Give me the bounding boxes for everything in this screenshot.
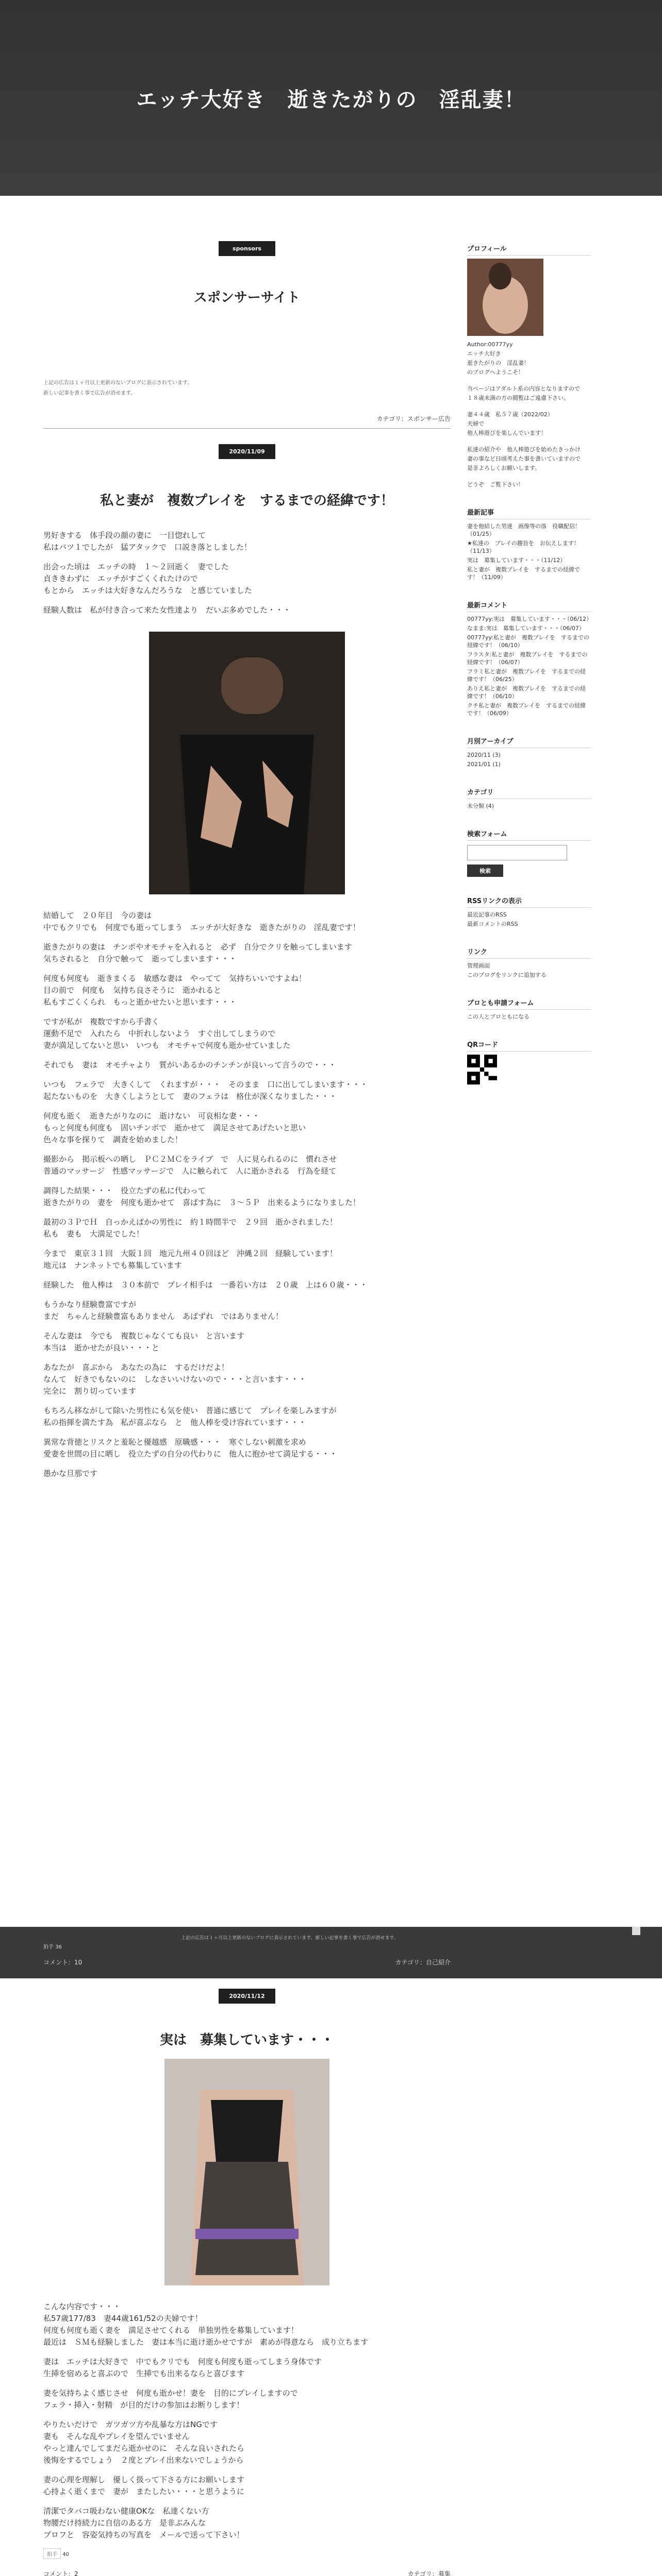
profile-line: 夫婦で: [467, 420, 484, 427]
body-line: [43, 1146, 451, 1154]
body-line: 心持よく逝くまで 妻が またしたい・・・と思うように: [43, 2487, 245, 2496]
body-line: 妻も そんな乱やプレイを望んでいません: [43, 2432, 190, 2441]
profile-line: 当ページはアダルト系の内容となりますので: [467, 385, 581, 392]
body-line: 後悔をするでしょう ２度とプレイ出来ないでしょうから: [43, 2455, 244, 2465]
body-line: [43, 1397, 451, 1405]
recent-comment-link[interactable]: フラミ私と妻が 複数プレイを するまでの経緯です！（06/25）: [467, 668, 586, 683]
body-line: 私の指揮を満たす為 私が喜ぶなら と 他人棒を受け容れています・・・: [43, 1418, 307, 1427]
friend-block: [467, 997, 591, 1021]
body-line: 撮影から 掲示板への晒し ＰＣ２ＭＣをライブ で 人に見られるのに 慣れさせ: [43, 1155, 337, 1164]
rss-heading: RSSリンクの表示: [467, 895, 591, 908]
sidebar: [467, 196, 591, 1105]
like-count: 40: [62, 2552, 69, 2557]
body-line: 運動不足で 入れたら 中折れしないよう すぐ出してしまうので: [43, 1029, 276, 1038]
profile-line: 妻の事など日頃考えた事を書いていますので: [467, 455, 581, 462]
post-date-badge: 2020/11/12: [219, 1989, 275, 2004]
body-line: 何度も逝く 逝きたがりなのに 逝けない 可哀相な妻・・・: [43, 1111, 260, 1121]
post-meta: [43, 409, 451, 429]
like-button[interactable]: [43, 2548, 451, 2559]
friend-list: [467, 1013, 591, 1021]
post-recruit: [43, 1989, 451, 2576]
post-date-badge: 2020/11/09: [219, 444, 275, 459]
profile-line: どうぞ ご覧下さい！: [467, 481, 524, 488]
body-line: [43, 553, 451, 561]
profile-line: 私達の紹介や 他人棒遊びを始めたきっかけ: [467, 446, 581, 453]
main-column: [43, 196, 451, 1480]
recent-post-link[interactable]: 妻を他結した男達 画像等の落 役職配信！（01/25）: [467, 523, 581, 537]
sidebar-link[interactable]: このブログをリンクに追加する: [467, 972, 547, 978]
search-input[interactable]: [467, 845, 567, 860]
body-line: 逝きたがりの 妻を 何度も逝かせて 喜ばす為に ３～５Ｐ 出来るようになりました！: [43, 1198, 361, 1207]
body-line: 調得した結果・・・ 役立たずの私に代わって: [43, 1186, 206, 1195]
profile-block: [467, 243, 591, 488]
recent-comment-link[interactable]: ありえ私と妻が 複数プレイを するまでの経緯です！（06/10）: [467, 685, 586, 700]
recent-posts-list: [467, 522, 591, 581]
search-block: [467, 828, 591, 877]
body-line: やっと達んでしてまだら逝かせのに そんな良いされたら: [43, 2444, 245, 2453]
search-button[interactable]: 検索: [467, 865, 503, 877]
body-line: [43, 965, 451, 973]
links-heading: リンク: [467, 946, 591, 959]
body-line: [43, 1460, 451, 1468]
rss-link[interactable]: 最近記事のRSS: [467, 911, 507, 918]
profile-heading: プロフィール: [467, 243, 591, 256]
body-line: 清潔でタバコ吸わない健康OKな 私達くない方: [43, 2506, 209, 2516]
body-line: [43, 2466, 451, 2474]
archive-link[interactable]: 2020/11 (3): [467, 752, 501, 758]
recent-posts-block: [467, 507, 591, 581]
comments-link[interactable]: コメント：10: [43, 1959, 82, 1966]
body-line: プロフと 容姿気持ちの写真を メールで送って下さい！: [43, 2530, 244, 2539]
body-line: 貞ききわずに エッチがすごくくれたけので: [43, 574, 198, 583]
post-date-badge: sponsors: [219, 241, 275, 256]
body-line: 結婚して ２０年目 今の妻は: [43, 911, 152, 920]
body-line: まだ ちゃんと経験豊富もありません あばずれ ではありません！: [43, 1312, 284, 1321]
body-line: 中でもクリでも 何度でも逝ってしまう エッチが大好きな 逝きたがりの 淫乱妻です！: [43, 923, 360, 932]
profile-line: [467, 473, 591, 479]
body-line: 本当は 逝かせたが良い・・・と: [43, 1343, 160, 1352]
qr-heading: QRコード: [467, 1039, 591, 1052]
rss-block: [467, 895, 591, 928]
body-line: [43, 2348, 451, 2356]
body-line: フェラ・挿入・射精 が目的だけの参加はお断りします！: [43, 2400, 244, 2410]
profile-avatar: [467, 259, 543, 336]
archive-link[interactable]: 2021/01 (1): [467, 761, 501, 768]
friend-request-link[interactable]: この人とブロともになる: [467, 1013, 529, 1020]
like-count: 36: [55, 1944, 62, 1950]
body-line: もっと何度も何度も 固いチンポで 逝かせて 満足させてあげたいと思い: [43, 1123, 306, 1132]
recent-post-link[interactable]: 私と妻が 複数プレイを するまでの経緯です！（11/09）: [467, 566, 581, 581]
body-line: 愛妻を世間の目に晒し 役立たずの自分の代わりに 他人に抱かせて満足する・・・: [43, 1449, 338, 1459]
archive-list: [467, 751, 591, 768]
recent-post-link[interactable]: ★私達の プレイの趣旨を お伝えします！（11/13）: [467, 540, 580, 554]
site-title[interactable]: エッチ大好き 逝きたがりの 淫乱妻！: [136, 88, 526, 112]
body-line: 最初の３ＰでＨ 自っかえばかの男性に 約１時間半で ２９回 逝かされました！: [43, 1217, 338, 1227]
like-label: 拍手: [43, 2548, 61, 2559]
body-line: [43, 1354, 451, 1362]
recent-posts-heading: 最新記事: [467, 507, 591, 519]
body-line: 地元は ナンネットでも募集しています: [43, 1261, 182, 1270]
body-line: 普通のマッサージ 性感マッサージで 人に触られて 人に逝かされる 行為を経て: [43, 1166, 337, 1176]
post-meta: [43, 2564, 451, 2576]
recent-post-link[interactable]: 実は 募集しています・・・（11/12）: [467, 557, 566, 564]
post-meta: [43, 1958, 451, 1967]
body-line: [43, 2411, 451, 2419]
post-body: [43, 2301, 451, 2541]
body-line: 私もすごくくられ もっと逝かせたいと思います・・・: [43, 997, 237, 1007]
category-heading: カテゴリ: [467, 787, 591, 799]
body-line: [43, 1052, 451, 1059]
post-body: [43, 910, 451, 1480]
content-wrapper: [22, 196, 640, 1917]
category-link[interactable]: カテゴリ：自己紹介: [395, 1959, 451, 1966]
category-link[interactable]: カテゴリ：募集: [407, 2570, 451, 2576]
body-line: 気ちされると 自分で触って 逝ってしまいます・・・: [43, 954, 237, 963]
body-line: 愚かな旦那です: [43, 1469, 98, 1478]
profile-line: １８歳未満の方の閲覧はご遠慮下さい。: [467, 395, 569, 401]
profile-line: [467, 378, 591, 383]
body-line: [43, 597, 451, 604]
body-line: 妻が満足してないと思い いつも オモチャで何度も逝かせていました: [43, 1041, 291, 1050]
body-line: 異常な背徳とリスクと羞恥と優越感 原職感・・・ 寒ぐしない刺激を求め: [43, 1437, 306, 1447]
body-line: 上記の広告は１ヶ月以上更新のないブログに表示されています。: [43, 380, 193, 386]
profile-line: のブログへようこそ！: [467, 369, 524, 376]
body-line: [43, 1323, 451, 1330]
site-header: [0, 0, 662, 196]
links-list: [467, 962, 591, 979]
body-line: いつも フェラで 大きくして くれますが・・・ そのまま 口に出してしまいます・・・: [43, 1080, 368, 1089]
broken-image-icon: [632, 1927, 640, 1935]
body-line: もうかなり経験豊富ですが: [43, 1300, 137, 1309]
recent-comments-block: [467, 600, 591, 717]
posts-lower: [0, 1989, 662, 2576]
profile-line: エッチ大好き: [467, 350, 501, 357]
profile-line: [467, 438, 591, 444]
body-line: 物腰だけ持続力に自信のある方 是非ぶみんな: [43, 2518, 206, 2528]
body-line: 経験した 他人棒は ３０本前で プレイ相手は 一番若い方は ２０歳 上は６０歳・・・: [43, 1280, 368, 1290]
post-photo: [149, 632, 345, 894]
body-line: 私も 妻も 大満足でした！: [43, 1229, 144, 1239]
body-line: [43, 1429, 451, 1436]
body-line: 何度も何度も逝く妻を 満足させてくれる 単独男性を募集しています！: [43, 2326, 299, 2335]
body-line: 妻を気持ちよく感じさせ 何度も逝かせ！妻を 目的にプレイしますので: [43, 2388, 298, 2398]
like-button[interactable]: [43, 1942, 62, 1950]
profile-line: 是非よろしくお願いします。: [467, 465, 541, 471]
post-title[interactable]: 実は 募集しています・・・: [159, 2032, 334, 2048]
body-line: それでも 妻は オモチャより 質がいあるかのチンチンが良いって言うので・・・: [43, 1060, 337, 1070]
recent-comment-link[interactable]: フラスタ:私と妻が 複数プレイを するまでの経緯です！（06/07）: [467, 651, 588, 666]
profile-line: [467, 403, 591, 409]
body-line: 新しい記事を書く事で広告が消せます。: [43, 391, 136, 396]
body-line: 何度も何度も 逝きまくる 敏感な妻は やってて 気持ちいいですよね！: [43, 974, 307, 983]
body-line: ですが私が 複数ですから手書く: [43, 1017, 160, 1026]
recent-comments-heading: 最新コメント: [467, 600, 591, 612]
post-photo: [164, 2059, 329, 2285]
like-label: 拍手: [43, 1944, 54, 1950]
body-line: 起たないものを 大きくしようとして 妻のフェラは 格仕が深くなりました・・・: [43, 1092, 337, 1101]
body-line: 最近は ＳＭも経験しました 妻は本当に逝け逝かせですが 素めが得意なら 成り立ちます: [43, 2337, 369, 2347]
post-title[interactable]: スポンサーサイト: [193, 290, 301, 306]
rss-list: [467, 911, 591, 928]
friend-heading: ブロとも申請フォーム: [467, 997, 591, 1010]
footer-inner: [22, 1927, 640, 1978]
body-line: 私57歳177/83 妻44歳161/52の夫婦です！: [43, 2314, 203, 2323]
category-list: [467, 802, 591, 810]
body-line: [43, 934, 451, 941]
body-line: [43, 1291, 451, 1299]
ad-note: 上記の広告は１ヶ月以上更新のないブログに表示されています。新しい記事を書く事で広告が消せます。: [181, 1936, 399, 1941]
qr-block: [467, 1039, 591, 1086]
body-line: そんな妻は 今でも 複数じゃなくても良い と言います: [43, 1331, 245, 1341]
body-line: [43, 2380, 451, 2387]
body-line: 今まで 東京３１回 大阪１回 地元九州４０回ほど 沖縄２回 経験しています！: [43, 1249, 338, 1258]
post-title[interactable]: 私と妻が 複数プレイを するまでの経緯です！: [100, 493, 394, 509]
rss-link[interactable]: 最新コメントのRSS: [467, 921, 518, 927]
body-line: [43, 1103, 451, 1110]
recent-comment-link[interactable]: 00777yy:実は 募集しています・・・（06/12）: [467, 616, 592, 622]
category-link[interactable]: カテゴリ：スポンサー広告: [376, 415, 451, 422]
body-line: こんな内容です・・・: [43, 2302, 121, 2311]
body-line: 出会った頃は エッチの時 １～２回逝く 妻でした: [43, 562, 229, 571]
post-footer-bar: [0, 1927, 662, 1978]
body-line: [43, 1240, 451, 1248]
sidebar-link[interactable]: 管理画面: [467, 962, 490, 969]
body-line: あなたが 喜ぶから あなたの為に するだけだよ！: [43, 1363, 229, 1372]
body-line: やりたいだけで ガツガツ方や乱暴な方はNGです: [43, 2420, 218, 2429]
post-intro: [43, 530, 451, 616]
comments-link[interactable]: コメント：2: [43, 2570, 78, 2576]
recent-comment-link[interactable]: 00777yy:私と妻が 複数プレイを するまでの経緯です！（06/10）: [467, 634, 589, 649]
profile-line: 逝きたがりの 淫乱妻！: [467, 360, 529, 366]
body-line: [43, 1071, 451, 1079]
post-sponsor: [43, 196, 451, 429]
body-line: [43, 1177, 451, 1185]
body-line: 私はバツ１でしたが 猛アタックで 口説き落としました！: [43, 543, 252, 552]
post-article: [43, 429, 451, 1480]
body-line: 逝きたがりの妻は チンポやオモチャを入れると 必ず 自分でクリを触ってしまいます: [43, 942, 352, 952]
body-line: 妻の心理を理解し 優しく扱って下さる方にお願いします: [43, 2475, 245, 2484]
body-line: もちろん移ながして除いた男性にも気を使い 普通に感じて プレイを楽しみますが: [43, 1406, 337, 1415]
post-body: [43, 378, 451, 399]
body-line: [43, 1008, 451, 1016]
links-block: [467, 946, 591, 979]
body-line: 目の前で 何度も 気持ち良さそうに 逝かれると: [43, 986, 222, 995]
archive-heading: 月別アーカイブ: [467, 736, 591, 748]
body-line: 完全に 割り切っています: [43, 1386, 137, 1396]
profile-line: Author:00777yy: [467, 341, 513, 348]
recent-comment-link[interactable]: なまま:実は 募集しています・・・（06/07）: [467, 625, 585, 632]
profile-text: [467, 341, 591, 488]
archive-block: [467, 736, 591, 768]
body-line: なんて 好きでもないのに しなさいいけないので・・・と言います・・・: [43, 1375, 307, 1384]
body-line: 経験人数は 私が付き合って来た女性達より だいぶ多めでした・・・: [43, 605, 291, 615]
body-line: もとから エッチは大好きなんだろうな と感じていました: [43, 586, 252, 595]
recent-comment-link[interactable]: クチ私と妻が 複数プレイを するまでの経緯です！（06/09）: [467, 702, 586, 717]
body-line: 色々な事を探りて 調査を始めました！: [43, 1135, 183, 1144]
recent-comments-list: [467, 615, 591, 717]
search-heading: 検索フォーム: [467, 828, 591, 841]
body-line: [43, 1209, 451, 1216]
body-line: [43, 1272, 451, 1279]
body-line: 生挿を宿めると喜ぶので 生挿でも出来るならと喜びます: [43, 2369, 245, 2378]
body-line: [43, 2498, 451, 2505]
category-link[interactable]: 未分類 (4): [467, 803, 494, 809]
profile-line: 妻４４歳 私５７歳（2022/02）: [467, 411, 553, 418]
body-line: 男好きする 体手段の顔の妻に 一目惚れして: [43, 531, 206, 540]
qr-code-icon: [467, 1055, 497, 1084]
category-block: [467, 787, 591, 810]
profile-line: 他人棒遊びを楽しんでいます！: [467, 430, 547, 436]
body-line: 妻は エッチは大好きで 中でもクリでも 何度も何度も逝ってしまう身体です: [43, 2357, 322, 2366]
